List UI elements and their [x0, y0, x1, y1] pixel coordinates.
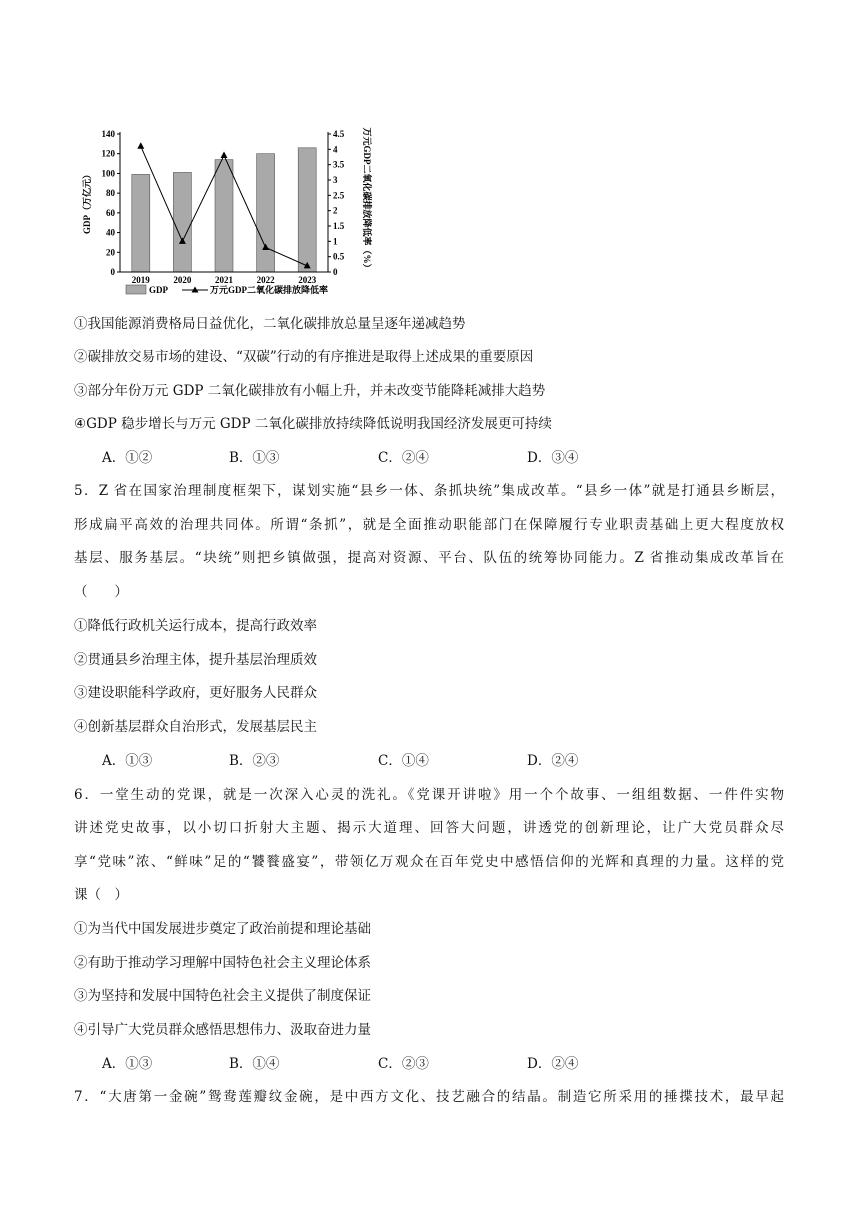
q6-stem-line-2: 讲述党史故事，以小切口折射大主题、揭示大道理、回答大问题，讲透党的创新理论，让广大党员群众尽: [74, 820, 784, 836]
q4-option-b[interactable]: B．①③: [229, 450, 280, 466]
legend-bar-swatch: [126, 285, 146, 294]
y-tick-label-left: 120: [101, 148, 115, 159]
q5-stem-line-1: 5．Z 省在国家治理制度框架下，谋划实施“县乡一体、条抓块统”集成改革。“县乡一体”就是打通县乡断层，: [74, 483, 784, 499]
q5-option-c[interactable]: C．①④: [378, 753, 429, 769]
y-tick-label-right: 1.5: [333, 221, 345, 231]
q6-stem-line-1: 6．一堂生动的党课，就是一次深入心灵的洗礼。《党课开讲啦》用一个个故事、一组组数据、一件件实物: [74, 787, 784, 803]
y-tick-label-left: 80: [106, 188, 115, 199]
q5-option-d[interactable]: D．②④: [527, 753, 579, 769]
chart-legend: [126, 284, 328, 295]
q6-statement-4: ④引导广大党员群众感悟思想伟力、汲取奋进力量: [74, 1022, 371, 1038]
q5-stem-line-4: （ ）: [74, 584, 128, 600]
bar-gdp-2022: [257, 154, 275, 272]
q6-statement-1: ①为当代中国发展进步奠定了政治前提和理论基础: [74, 921, 371, 937]
q6-statement-3: ③为坚持和发展中国特色社会主义提供了制度保证: [74, 988, 371, 1004]
q6-option-c[interactable]: C．②③: [378, 1056, 429, 1072]
y-axis-label-left: GDP（万亿元）: [82, 170, 92, 234]
y-tick-label-left: 60: [106, 207, 115, 218]
q5-statement-4: ④创新基层群众自治形式，发展基层民主: [74, 719, 317, 735]
q5-option-b[interactable]: B．②③: [229, 753, 280, 769]
y-tick-label-right: 0.5: [333, 251, 345, 262]
bar-gdp-2019: [132, 174, 150, 272]
y-axis-label-right: 万元GDP二氧化碳排放降低率（%）: [362, 127, 372, 273]
q4-options: [102, 448, 802, 468]
q4-statement-3: ③部分年份万元 GDP 二氧化碳排放有小幅上升，并未改变节能降耗减排大趋势: [74, 383, 546, 399]
q6-option-a[interactable]: A．①③: [102, 1056, 153, 1072]
q5-stem-line-3: 基层、服务基层。“块统”则把乡镇做强，提高对资源、平台、队伍的统筹协同能力。Z 省推动集成改革旨在: [74, 550, 784, 566]
x-tick-label-2021: 2021: [215, 275, 233, 285]
chart-svg: [78, 112, 398, 304]
q6-option-b[interactable]: B．①④: [229, 1056, 280, 1072]
q5-options: [102, 751, 802, 771]
y-tick-label-right: 3: [333, 175, 338, 185]
x-tick-label-2020: 2020: [173, 275, 192, 285]
y-tick-label-right: 4.5: [333, 129, 345, 139]
q5-statement-2: ②贯通县乡治理主体，提升基层治理质效: [74, 652, 317, 668]
q4-statement-1: ①我国能源消费格局日益优化，二氧化碳排放总量呈逐年递减趋势: [74, 316, 466, 332]
q6-stem-line-3: 享“党味”浓、“鲜味”足的“饕餮盛宴”，带领亿万观众在百年党史中感悟信仰的光辉和真理的力量。这样的党: [74, 854, 784, 870]
y-tick-label-left: 0: [110, 267, 115, 277]
q5-stem-line-2: 形成扁平高效的治理共同体。所谓“条抓”，就是全面推动职能部门在保障履行专业职责基础上更大程度放权: [74, 517, 784, 533]
bar-gdp-2021: [215, 160, 233, 272]
x-tick-label-2019: 2019: [131, 275, 150, 285]
x-tick-label-2023: 2023: [298, 275, 317, 285]
gdp-emission-chart: [78, 112, 398, 304]
q5-option-a[interactable]: A．①③: [102, 753, 153, 769]
legend-line-label: 万元GDP二氧化碳排放降低率: [210, 285, 328, 295]
y-tick-label-left: 40: [106, 227, 115, 238]
q4-option-d[interactable]: D．③④: [527, 450, 579, 466]
q6-option-d[interactable]: D．②④: [527, 1056, 579, 1072]
y-tick-label-right: 0: [333, 267, 338, 277]
legend-bar-label: GDP: [149, 285, 168, 295]
point-emission-2021: [221, 151, 228, 158]
y-tick-label-left: 100: [101, 168, 115, 179]
y-tick-label-left: 140: [101, 129, 115, 139]
q7-stem-line-1: 7．“大唐第一金碗”鸳鸯莲瓣纹金碗，是中西方文化、技艺融合的结晶。制造它所采用的捶揲技术，最早起: [74, 1089, 784, 1105]
q6-statement-2: ②有助于推动学习理解中国特色社会主义理论体系: [74, 955, 371, 971]
y-tick-label-right: 2: [333, 205, 338, 216]
bar-gdp-2020: [173, 172, 191, 272]
q4-statement-2: ②碳排放交易市场的建设、“双碳”行动的有序推进是取得上述成果的重要原因: [74, 349, 534, 365]
bar-gdp-2023: [298, 148, 316, 272]
y-tick-label-right: 2.5: [333, 190, 345, 201]
y-tick-label-left: 20: [106, 247, 115, 258]
y-tick-label-right: 4: [333, 144, 338, 155]
x-tick-label-2022: 2022: [256, 275, 275, 285]
y-tick-label-right: 3.5: [333, 159, 345, 170]
y-tick-label-right: 1: [333, 236, 338, 247]
q6-options: [102, 1054, 802, 1074]
q5-statement-1: ①降低行政机关运行成本，提高行政效率: [74, 618, 317, 634]
q5-statement-3: ③建设职能科学政府，更好服务人民群众: [74, 685, 317, 701]
q4-option-c[interactable]: C．②④: [378, 450, 429, 466]
q4-statement-4: ④GDP 稳步增长与万元 GDP 二氧化碳排放持续降低说明我国经济发展更可持续: [74, 416, 552, 432]
q4-option-a[interactable]: A．①②: [102, 450, 153, 466]
q6-stem-line-4: 课（ ）: [74, 887, 128, 903]
point-emission-2019: [137, 142, 144, 149]
